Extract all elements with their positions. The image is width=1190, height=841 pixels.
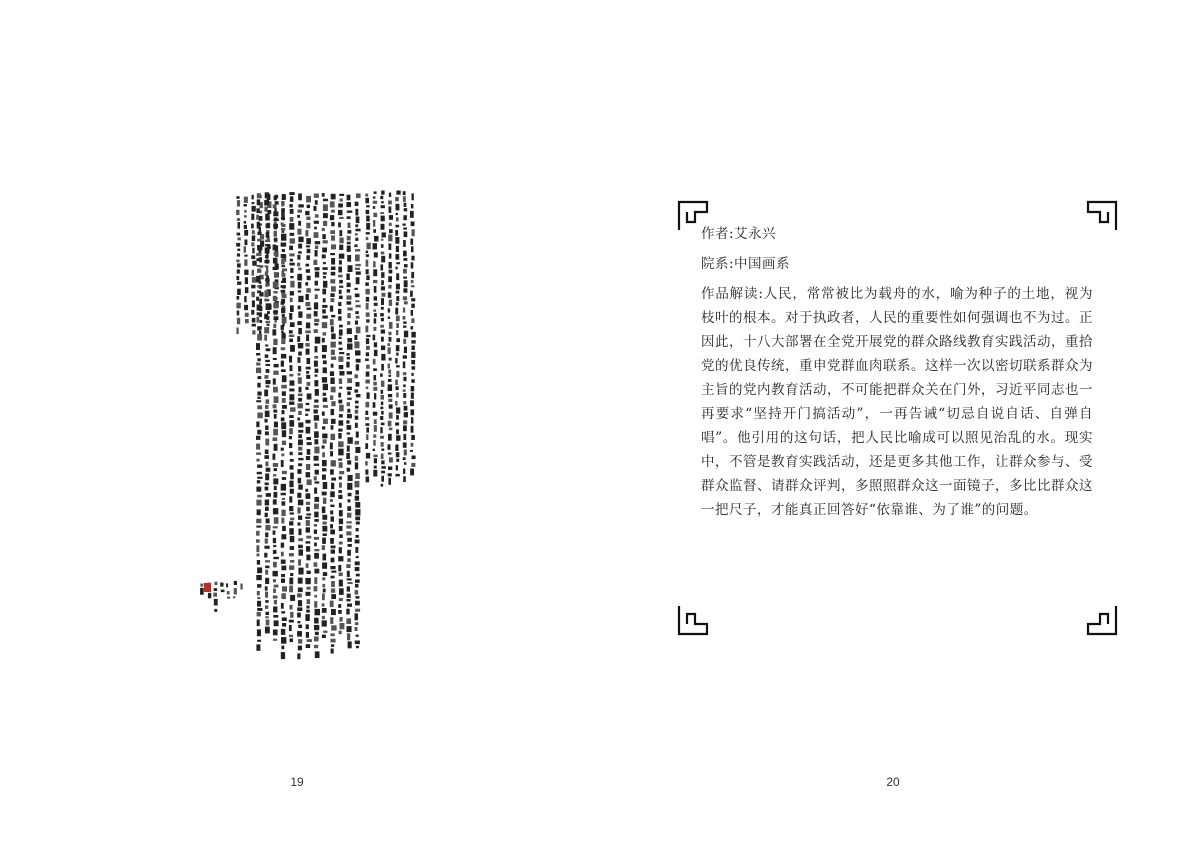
department-line: 院系:中国画系 xyxy=(701,256,791,272)
interpretation-text: 作品解读:人民，常常被比为载舟的水，喻为种子的土地，视为枝叶的根本。对于执政者，人民的重要性如何强调也不为过。正因此，十八大部署在全党开展党的群众路线教育实践活动，重拾党的优良传统，重申党群血肉联系。这样一次以密切联系群众为主旨的党内教育活动，不可能把群众关在门外，习近平同志也一再要求“坚持开门搞活动”，一再告诫“切忌自说自话、自弹自唱”。他引用的这句话，把人民比喻成可以照见治乱的水。现实中，不管是教育实践活动，还是更多其他工作，让群众参与、受群众监督、请群众评判，多照照群众这一面镜子，多比比群众这一把尺子，才能真正回答好“依靠谁、为了谁”的问题。 xyxy=(701,286,1093,518)
calligraphy-artwork xyxy=(200,190,420,660)
page-number: 19 xyxy=(290,775,304,789)
corner-ornament-bottom-right xyxy=(1084,604,1118,638)
corner-ornament-bottom-left xyxy=(677,604,711,638)
page-number: 20 xyxy=(886,775,900,789)
author-line: 作者:艾永兴 xyxy=(701,226,777,242)
artwork-description xyxy=(701,222,1093,528)
right-page xyxy=(595,0,1190,841)
